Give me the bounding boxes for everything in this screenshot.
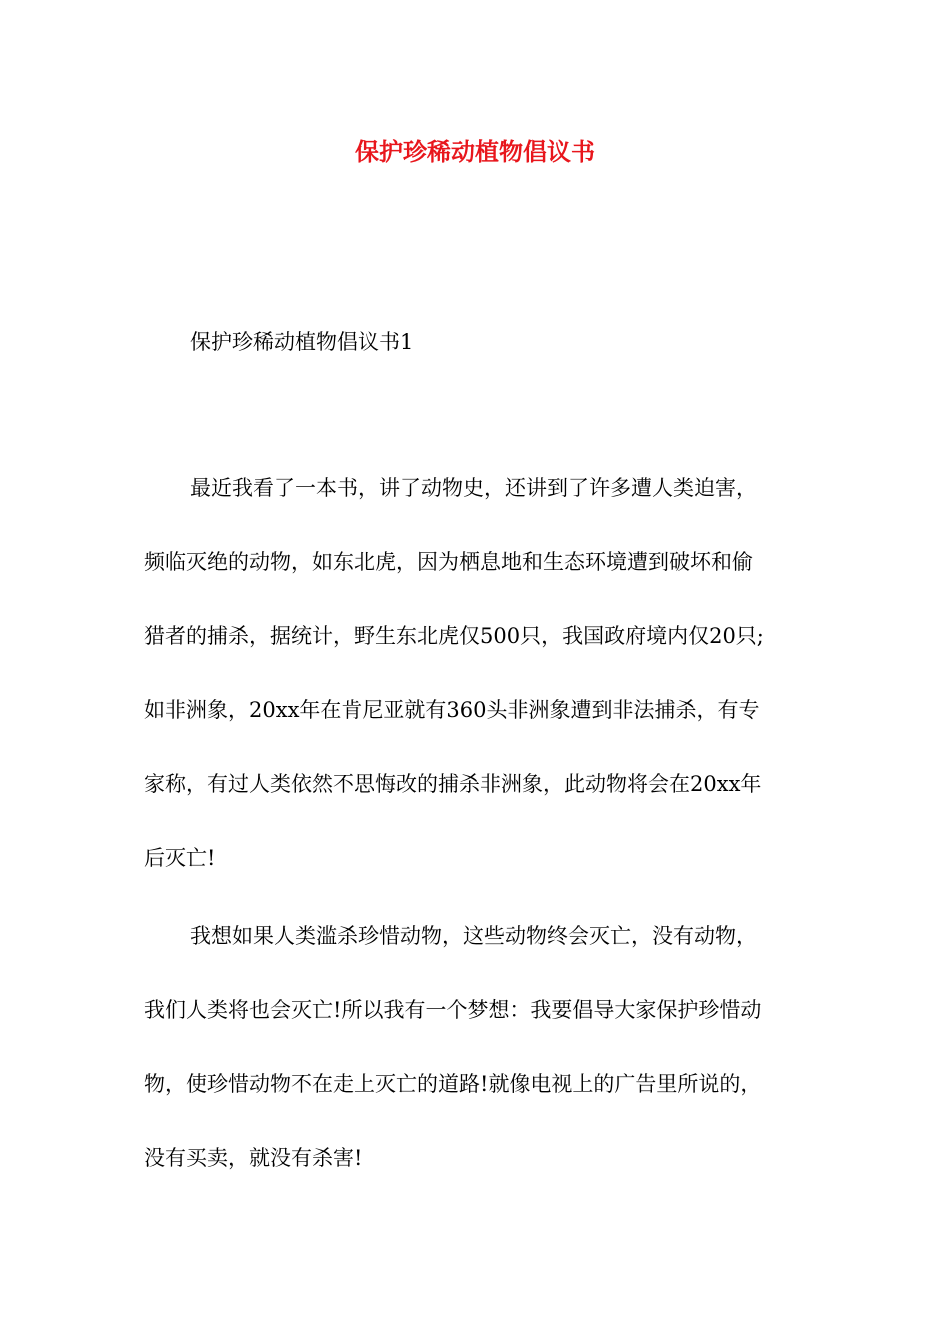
paragraph-2 — [144, 916, 824, 1212]
paragraph-line: 最近我看了一本书，讲了动物史，还讲到了许多遭人类迫害， — [190, 476, 757, 500]
document-title: 保护珍稀动植物倡议书 — [355, 137, 595, 166]
paragraph-line: 如非洲象，20xx年在肯尼亚就有360头非洲象遭到非法捕杀，有专 — [144, 698, 760, 722]
paragraph-line: 物，使珍惜动物不在走上灭亡的道路!就像电视上的广告里所说的， — [144, 1072, 762, 1096]
paragraph-line: 我想如果人类滥杀珍惜动物，这些动物终会灭亡，没有动物， — [190, 924, 757, 948]
paragraph-line: 家称，有过人类依然不思悔改的捕杀非洲象，此动物将会在20xx年 — [144, 772, 762, 796]
paragraph-line: 我们人类将也会灭亡!所以我有一个梦想：我要倡导大家保护珍惜动 — [144, 998, 762, 1022]
paragraph-line: 后灭亡! — [144, 846, 216, 870]
section-heading: 保护珍稀动植物倡议书1 — [190, 330, 414, 354]
paragraph-line: 频临灭绝的动物，如东北虎，因为栖息地和生态环境遭到破坏和偷 — [144, 550, 753, 574]
paragraph-1 — [144, 468, 824, 912]
paragraph-line: 猎者的捕杀，据统计，野生东北虎仅500只，我国政府境内仅20只; — [144, 624, 764, 648]
paragraph-line: 没有买卖，就没有杀害! — [144, 1146, 363, 1170]
